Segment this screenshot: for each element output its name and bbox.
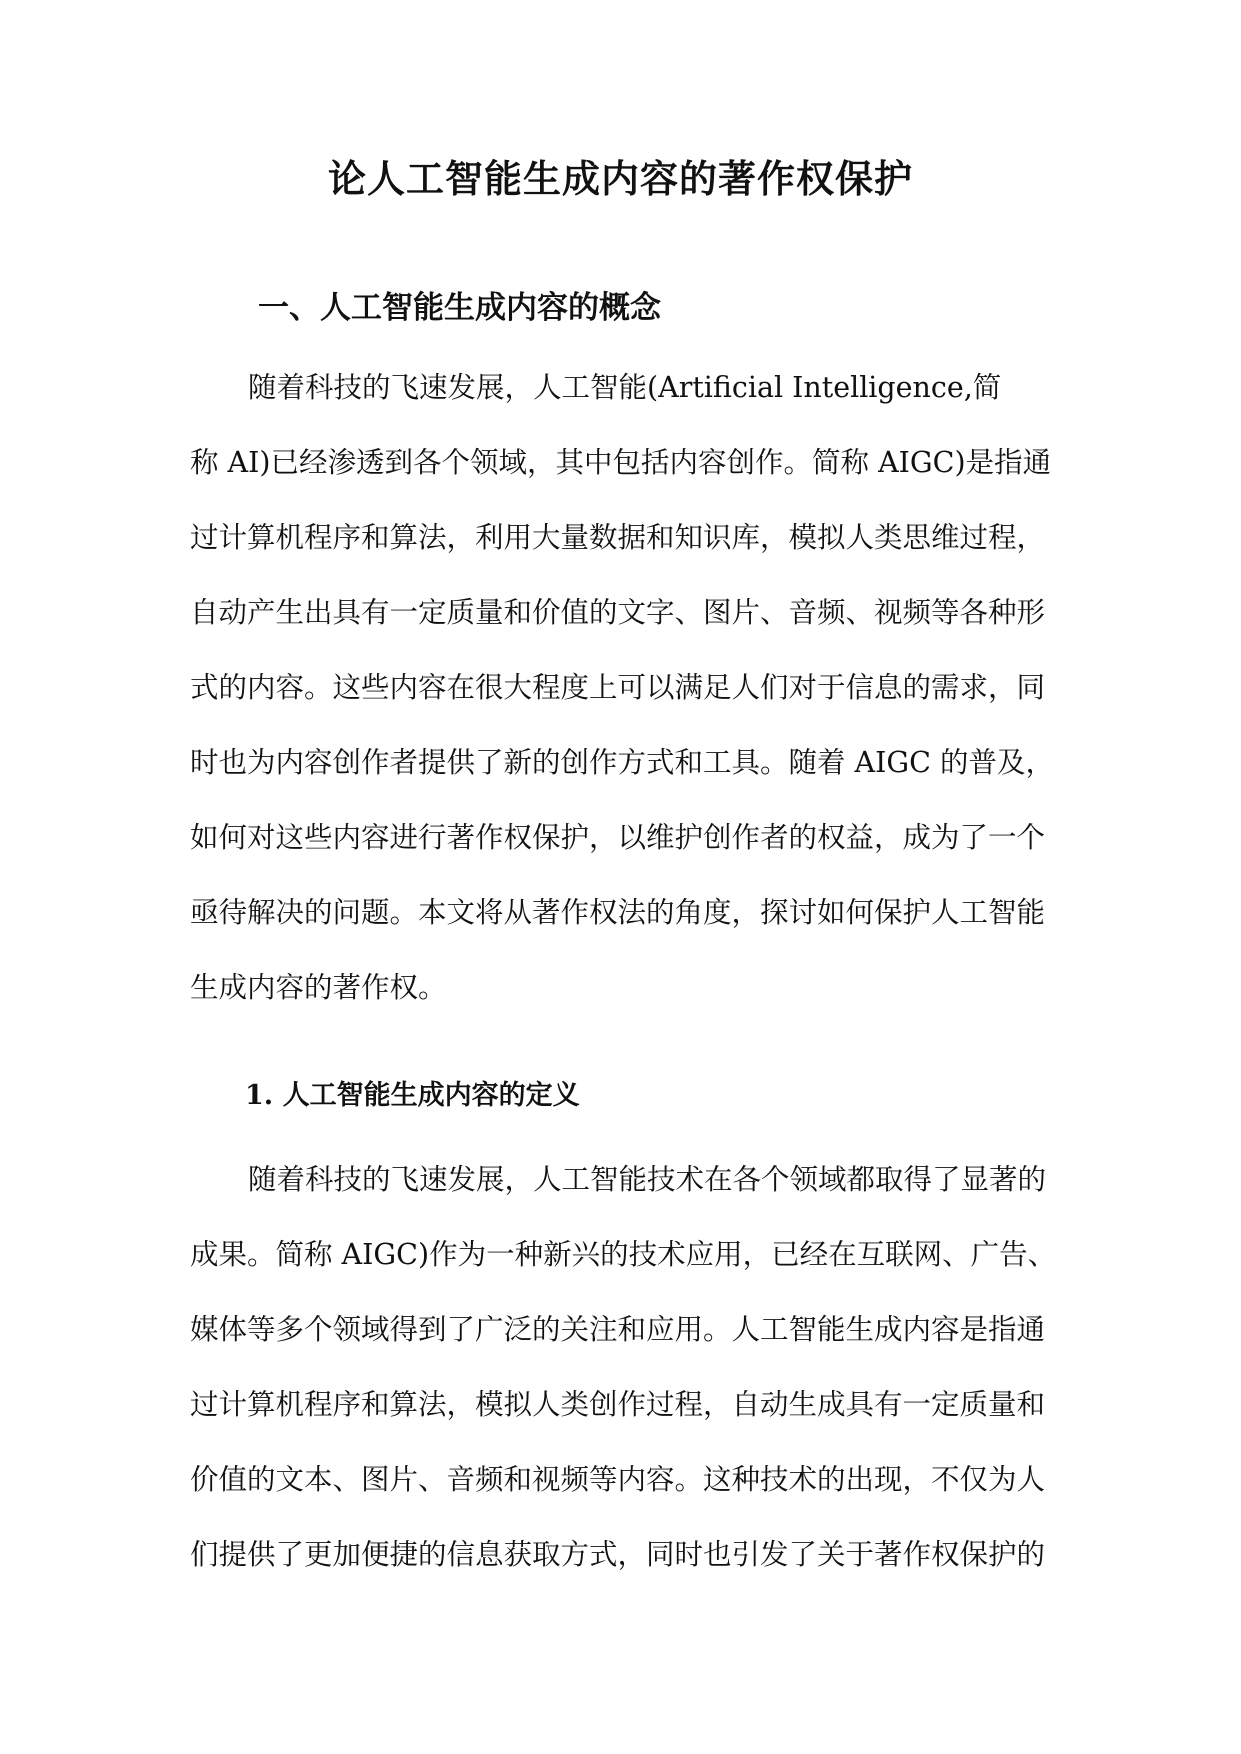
paragraph-line: 随着科技的飞速发展，人工智能(Artificial Intelligence,简 — [248, 371, 1002, 404]
paragraph-line: 自动产生出具有一定质量和价值的文字、图片、音频、视频等各种形 — [190, 596, 1046, 629]
document-title: 论人工智能生成内容的著作权保护 — [327, 156, 913, 201]
paragraph-line: 式的内容。这些内容在很大程度上可以满足人们对于信息的需求，同 — [190, 671, 1046, 704]
paragraph-line: 亟待解决的问题。本文将从著作权法的角度，探讨如何保护人工智能 — [190, 896, 1046, 929]
paragraph-line: 如何对这些内容进行著作权保护，以维护创作者的权益，成为了一个 — [190, 821, 1046, 854]
paragraph-line: 媒体等多个领域得到了广泛的关注和应用。人工智能生成内容是指通 — [190, 1313, 1046, 1346]
subsection-paragraph — [190, 1160, 1060, 1610]
paragraph-line: 过计算机程序和算法，模拟人类创作过程，自动生成具有一定质量和 — [190, 1388, 1046, 1421]
paragraph-line: 称 AI)已经渗透到各个领域，其中包括内容创作。简称 AIGC)是指通 — [190, 446, 1052, 479]
section-paragraph — [190, 368, 1060, 1043]
paragraph-line: 过计算机程序和算法，利用大量数据和知识库，模拟人类思维过程， — [190, 521, 1046, 554]
paragraph-line: 价值的文本、图片、音频和视频等内容。这种技术的出现，不仅为人 — [190, 1463, 1046, 1496]
paragraph-line: 生成内容的著作权。 — [190, 971, 447, 1004]
paragraph-line: 随着科技的飞速发展，人工智能技术在各个领域都取得了显著的 — [248, 1163, 1047, 1196]
paragraph-line: 成果。简称 AIGC)作为一种新兴的技术应用，已经在互联网、广告、 — [190, 1238, 1057, 1271]
subsection-heading: 1. 人工智能生成内容的定义 — [245, 1080, 580, 1111]
paragraph-line: 们提供了更加便捷的信息获取方式，同时也引发了关于著作权保护的 — [190, 1538, 1046, 1571]
paragraph-line: 时也为内容创作者提供了新的创作方式和工具。随着 AIGC 的普及， — [190, 746, 1055, 779]
section-heading: 一、人工智能生成内容的概念 — [258, 290, 661, 326]
